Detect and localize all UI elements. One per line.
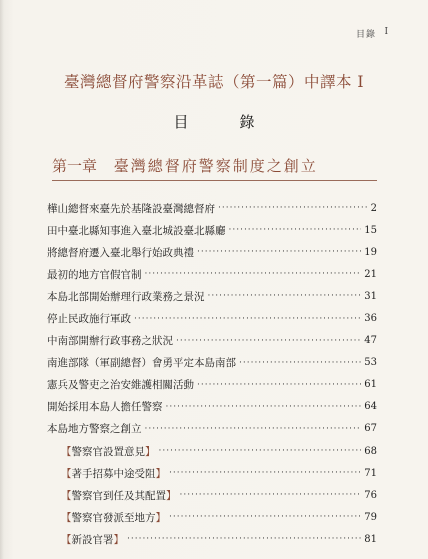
toc-entry[interactable]: [47, 418, 377, 440]
toc-sub-entry-page: 76: [364, 489, 377, 501]
bracket-open: 【: [61, 489, 72, 502]
toc-sub-entry[interactable]: [47, 528, 377, 550]
toc-entry[interactable]: [47, 219, 377, 241]
toc-entry-label: 田中臺北縣知事進入臺北城設臺北縣廳: [47, 224, 226, 237]
toc-entry-label: 本島北部開始辦理行政業務之景況: [47, 290, 205, 303]
toc-entry-page: 67: [364, 423, 377, 435]
toc-entry[interactable]: [47, 330, 377, 352]
sub-entry-text: 警察官設置意見: [71, 445, 145, 458]
dot-leader: [145, 424, 362, 434]
toc-sub-entry-page: 68: [364, 445, 377, 457]
dot-leader: [134, 314, 361, 324]
toc-entry-label: 南進部隊（軍副總督）會勇平定本島南部: [47, 357, 236, 370]
chapter-number: 第一章: [52, 157, 98, 175]
toc-sub-entry[interactable]: [47, 462, 377, 484]
toc-entry[interactable]: [47, 396, 377, 418]
toc-entry-page: 19: [364, 246, 377, 258]
toc-entry-page: 36: [364, 313, 377, 325]
toc-entry[interactable]: [47, 197, 377, 219]
bracket-open: 【: [61, 445, 72, 458]
sub-entry-text: 警察官到任及其配置: [71, 489, 166, 502]
toc-entry-page: 21: [364, 268, 377, 280]
toc-entry-page: 53: [364, 357, 377, 369]
toc-sub-entry-label: [61, 532, 124, 547]
dot-leader: [145, 269, 362, 279]
running-head-page-number: I: [384, 27, 388, 37]
dot-leader: [169, 512, 361, 522]
sub-entry-text: 著手招募中途受阻: [71, 467, 156, 480]
toc-sub-entry[interactable]: [47, 506, 377, 528]
toc-sub-entry-label: [61, 510, 166, 525]
dot-leader: [180, 490, 362, 500]
sub-entry-text: 新設官署: [71, 533, 114, 546]
toc-entry[interactable]: [47, 374, 377, 396]
dot-leader: [197, 247, 361, 257]
toc-entry-page: 64: [364, 401, 377, 413]
toc-sub-entry-label: [61, 444, 156, 459]
dot-leader: [239, 358, 361, 368]
toc-sub-entry[interactable]: [47, 484, 377, 506]
toc-entry-label: 開始採用本島人擔任警察: [47, 401, 163, 414]
toc-list: [47, 197, 377, 551]
toc-sub-entry-page: 71: [364, 467, 377, 479]
toc-entry-label: 憲兵及警吏之治安維護相關活動: [47, 379, 194, 392]
bracket-close: 】: [155, 511, 166, 524]
toc-entry-label: 樺山總督來臺先於基隆設臺灣總督府: [47, 202, 215, 215]
toc-entry-label: 最初的地方官假官制: [47, 268, 142, 281]
toc-entry-page: 61: [364, 379, 377, 391]
bracket-open: 【: [61, 533, 72, 546]
chapter-name: 臺灣總督府警察制度之創立: [113, 157, 318, 175]
toc-sub-entry-page: 81: [364, 533, 377, 545]
bracket-close: 】: [145, 445, 156, 458]
book-title: 臺灣總督府警察沿革誌（第一篇）中譯本 I: [63, 73, 365, 91]
toc-entry[interactable]: [47, 263, 377, 285]
sub-entry-text: 警察官發派至地方: [71, 511, 156, 524]
toc-heading: 目 錄: [173, 113, 273, 131]
bracket-close: 】: [155, 467, 166, 480]
toc-entry-label: 將總督府遷入臺北舉行始政典禮: [47, 246, 194, 259]
toc-sub-entry-page: 79: [364, 511, 377, 523]
toc-sub-entry-label: [61, 488, 177, 503]
dot-leader: [166, 402, 362, 412]
dot-leader: [197, 380, 361, 390]
dot-leader: [159, 446, 362, 456]
toc-entry-page: 15: [364, 224, 377, 236]
toc-entry[interactable]: [47, 241, 377, 263]
bracket-close: 】: [166, 489, 177, 502]
bracket-open: 【: [61, 511, 72, 524]
toc-entry-page: 2: [370, 202, 377, 214]
toc-entry[interactable]: [47, 352, 377, 374]
toc-entry[interactable]: [47, 285, 377, 307]
toc-entry[interactable]: [47, 307, 377, 329]
toc-entry-label: 停止民政施行軍政: [47, 313, 131, 326]
dot-leader: [208, 291, 362, 301]
toc-sub-entry-label: [61, 466, 166, 481]
toc-entry-label: 中南部開辦行政事務之狀況: [47, 335, 173, 348]
chapter-heading: [52, 155, 318, 176]
toc-entry-page: 31: [364, 290, 377, 302]
dot-leader: [229, 225, 362, 235]
toc-sub-entry[interactable]: [47, 440, 377, 462]
running-head-title: 目錄: [355, 30, 376, 40]
toc-entry-page: 47: [364, 335, 377, 347]
bracket-open: 【: [61, 467, 72, 480]
dot-leader: [176, 336, 361, 346]
dot-leader: [218, 203, 368, 213]
bracket-close: 】: [113, 533, 124, 546]
toc-entry-label: 本島地方警察之創立: [47, 423, 142, 436]
chapter-divider: [52, 180, 377, 181]
dot-leader: [127, 534, 361, 544]
dot-leader: [169, 468, 361, 478]
